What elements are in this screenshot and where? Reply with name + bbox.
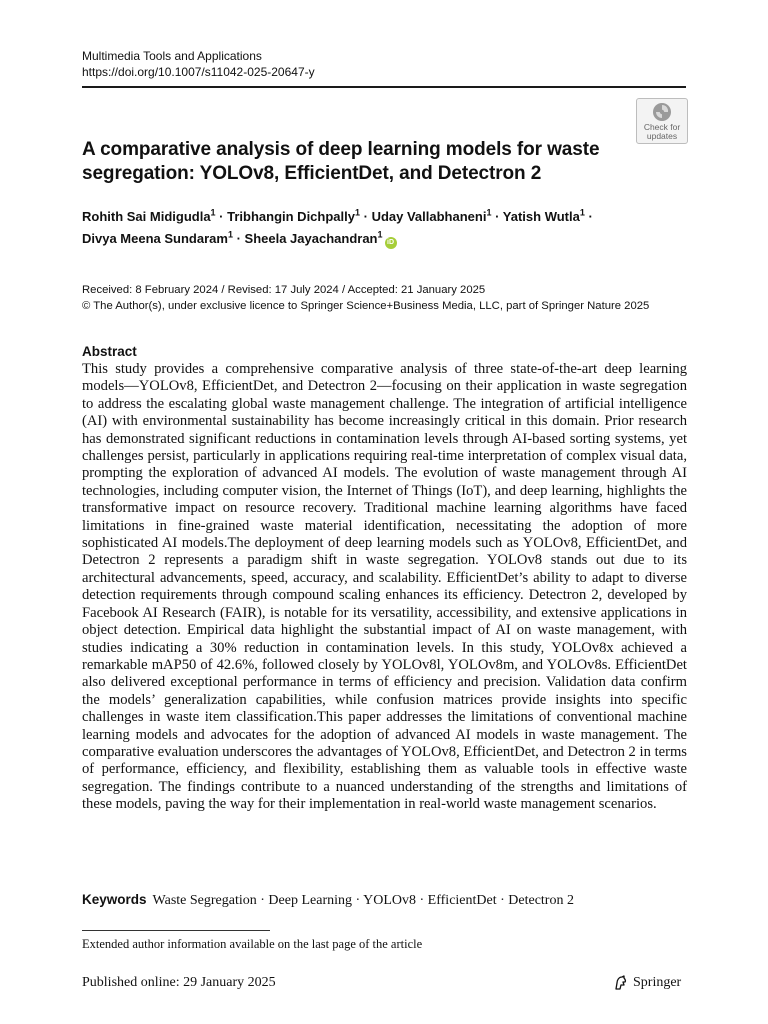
article-history xyxy=(82,282,649,314)
affiliation-marker: 1 xyxy=(210,207,216,218)
author-info-footnote: Extended author information available on the last page of the article xyxy=(82,937,423,951)
author-name[interactable]: Sheela Jayachandran xyxy=(244,231,378,246)
orcid-icon[interactable]: iD xyxy=(385,237,397,249)
author-list xyxy=(82,206,692,250)
author-line-1: Rohith Sai Midigudla$^1$ · Tribhangin Dichpally$^1$ · Uday Vallabhaneni$^1$ · Yatish Wutla$^1$ · xyxy=(82,207,593,224)
abstract-heading: Abstract xyxy=(82,344,137,359)
doi-link[interactable]: https://doi.org/10.1007/s11042-025-20647-y xyxy=(82,65,315,79)
keywords-label: Keywords xyxy=(82,892,147,907)
keywords-line xyxy=(82,890,574,911)
author-name[interactable]: Divya Meena Sundaram xyxy=(82,231,228,246)
article-title: A comparative analysis of deep learning models for waste segregation: YOLOv8, EfficientDet, and Detectron 2 xyxy=(82,139,600,184)
author-name[interactable]: Rohith Sai Midigudla xyxy=(82,209,211,224)
affiliation-marker: 1 xyxy=(486,207,492,218)
crossmark-label: Check for updates xyxy=(643,122,681,141)
dates-line: Received: 8 February 2024 / Revised: 17 July 2024 / Accepted: 21 January 2025 xyxy=(82,284,486,296)
crossmark-icon xyxy=(652,102,672,122)
affiliation-marker: 1 xyxy=(377,229,383,240)
publisher-logo xyxy=(612,974,681,992)
copyright-line: © The Author(s), under exclusive licence to Springer Science+Business Media, LLC, part of Springer Nature 2025 xyxy=(82,300,650,312)
check-for-updates-badge[interactable] xyxy=(636,98,688,144)
journal-name: Multimedia Tools and Applications xyxy=(82,49,262,63)
affiliation-marker: 1 xyxy=(579,207,585,218)
publisher-name: Springer xyxy=(633,975,682,990)
abstract-text: This study provides a comprehensive comparative analysis of three state-of-the-art deep learning models—YOLOv8, EfficientDet, and Detectron 2—focusing on their application in waste segregation to address the escalating global waste management challenge. The integration of artificial intelligence (AI) with environmental sustainability has become increasingly critical in this domain. Prior research has demonstrated significant reductions in contamination levels through AI-based sorting systems, yet challenges persist, particularly in applications requiring real-time interpretation of complex visual data, prompting the exploration of advanced AI models. The evolution of waste management through AI technologies, including computer vision, the Internet of Things (IoT), and deep learning, highlights the transformative impact on resource recovery. Traditional machine learning algorithms have faced limitations in fine-grained waste material identification, necessitating the adoption of more sophisticated AI models.The deployment of deep learning models such as YOLOv8, EfficientDet, and Detectron 2 represents a paradigm shift in waste segregation. YOLOv8 stands out due to its architectural advancements, speed, accuracy, and scalability. EfficientDet’s ability to adapt to diverse detection requirements through compound scaling enhances its efficiency. Detectron 2, developed by Facebook AI Research (FAIR), is notable for its versatility, accessibility, and extensive applications in object detection. Empirical data highlight the substantial impact of AI on waste management, with studies indicating a 30% reduction in contamination levels. In this study, YOLOv8x achieved a remarkable mAP50 of 42.6%, followed closely by YOLOv8l, YOLOv8m, and YOLOv8s. EfficientDet also delivered exceptional performance in terms of efficiency and precision. Validation data confirm the models’ generalization capabilities, while confusion matrices provide insights into specific challenges in waste item classification.This paper addresses the limitations of conventional machine learning models and advocates for the adoption of advanced AI models in waste management. The comparative evaluation underscores the advantages of YOLOv8, EfficientDet, and Detectron 2 in terms of performance, efficiency, and flexibility, establishing them as valuable tools in effective waste segregation. The findings contribute to a nuanced understanding of the strengths and limitations of these models, paving the way for their implementation in real-world waste management scenarios. xyxy=(82,361,687,813)
springer-horse-icon xyxy=(612,975,628,991)
keywords-list: Waste Segregation · Deep Learning · YOLOv8 · EfficientDet · Detectron 2 xyxy=(152,893,574,908)
published-date: Published online: 29 January 2025 xyxy=(82,975,276,990)
author-line-2: Divya Meena Sundaram$^1$ · Sheela Jayachandran$^1$iD xyxy=(82,228,692,250)
affiliation-marker: 1 xyxy=(354,207,360,218)
author-name[interactable]: Tribhangin Dichpally xyxy=(227,209,355,224)
affiliation-marker: 1 xyxy=(227,229,233,240)
author-name[interactable]: Yatish Wutla xyxy=(502,209,580,224)
journal-header xyxy=(82,48,315,80)
header-rule xyxy=(82,86,686,88)
author-name[interactable]: Uday Vallabhaneni xyxy=(371,209,487,224)
footnote-rule xyxy=(82,930,270,931)
